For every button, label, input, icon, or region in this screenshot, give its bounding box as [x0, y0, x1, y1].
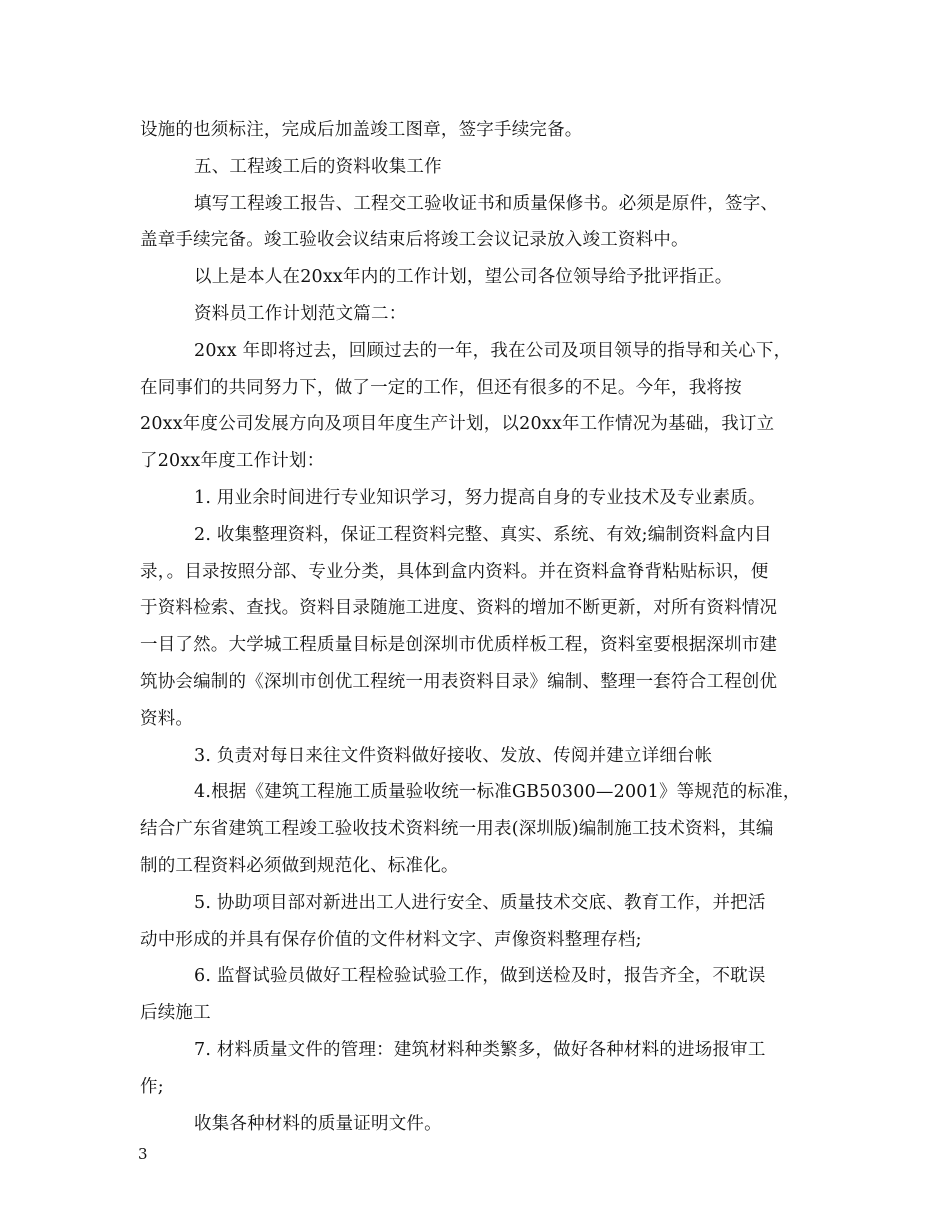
- text-line: 5. 协助项目部对新进出工人进行安全、质量技术交底、教育工作，并把活: [194, 892, 766, 913]
- text-line: 筑协会编制的《深圳市创优工程统一用表资料目录》编制、整理一套符合工程创优: [140, 671, 778, 692]
- text-line: 资料。: [140, 708, 194, 729]
- text-line: 动中形成的并具有保存价值的文件材料文字、声像资料整理存档;: [140, 929, 642, 950]
- page-number: 3: [138, 1145, 148, 1163]
- text-line: 盖章手续完备。竣工验收会议结束后将竣工会议记录放入竣工资料中。: [140, 230, 689, 251]
- text-line: 6. 监督试验员做好工程检验试验工作，做到送检及时，报告齐全，不耽误: [194, 966, 766, 987]
- text-line: 填写工程竣工报告、工程交工验收证书和质量保修书。必须是原件，签字、: [194, 193, 779, 214]
- text-line: 3. 负责对每日来往文件资料做好接收、发放、传阅并建立详细台帐: [194, 745, 713, 766]
- text-line: 制的工程资料必须做到规范化、标准化。: [140, 855, 459, 876]
- text-line: 作;: [140, 1076, 164, 1097]
- text-line: 于资料检索、查找。资料目录随施工进度、资料的增加不断更新，对所有资料情况: [140, 598, 778, 619]
- text-line: 4.根据《建筑工程施工质量验收统一标准GB50300—2001》等规范的标准，: [194, 782, 801, 803]
- text-line: 设施的也须标注，完成后加盖竣工图章，签字手续完备。: [140, 120, 583, 140]
- text-line: 后续施工: [140, 1003, 211, 1024]
- text-line: 录，。目录按照分部、专业分类，具体到盒内资料。并在资料盒脊背粘贴标识，便: [140, 561, 769, 582]
- text-line: 收集各种材料的质量证明文件。: [194, 1113, 442, 1134]
- text-line: 以上是本人在20xx年内的工作计划，望公司各位领导给予批评指正。: [194, 267, 733, 288]
- text-line: 2. 收集整理资料，保证工程资料完整、真实、系统、有效;编制资料盒内目: [194, 524, 772, 545]
- text-line: 五、工程竣工后的资料收集工作: [194, 156, 442, 177]
- text-line: 资料员工作计划范文篇二：: [194, 303, 407, 324]
- document-body: [140, 112, 820, 1142]
- text-line: 20xx年度公司发展方向及项目年度生产计划，以20xx年工作情况为基础，我订立: [140, 414, 775, 435]
- text-line: 了20xx年度工作计划：: [140, 451, 325, 472]
- text-line: 1. 用业余时间进行专业知识学习，努力提高自身的专业技术及专业素质。: [194, 487, 766, 508]
- text-line: 一目了然。大学城工程质量目标是创深圳市优质样板工程，资料室要根据深圳市建: [140, 635, 778, 656]
- text-line: 结合广东省建筑工程竣工验收技术资料统一用表(深圳版)编制施工技术资料，其编: [140, 819, 774, 840]
- text-line: 在同事们的共同努力下，做了一定的工作，但还有很多的不足。今年，我将按: [140, 377, 742, 398]
- text-line: 20xx 年即将过去，回顾过去的一年，我在公司及项目领导的指导和关心下，: [194, 340, 792, 361]
- text-line: 7. 材料质量文件的管理：建筑材料种类繁多，做好各种材料的进场报审工: [194, 1039, 766, 1060]
